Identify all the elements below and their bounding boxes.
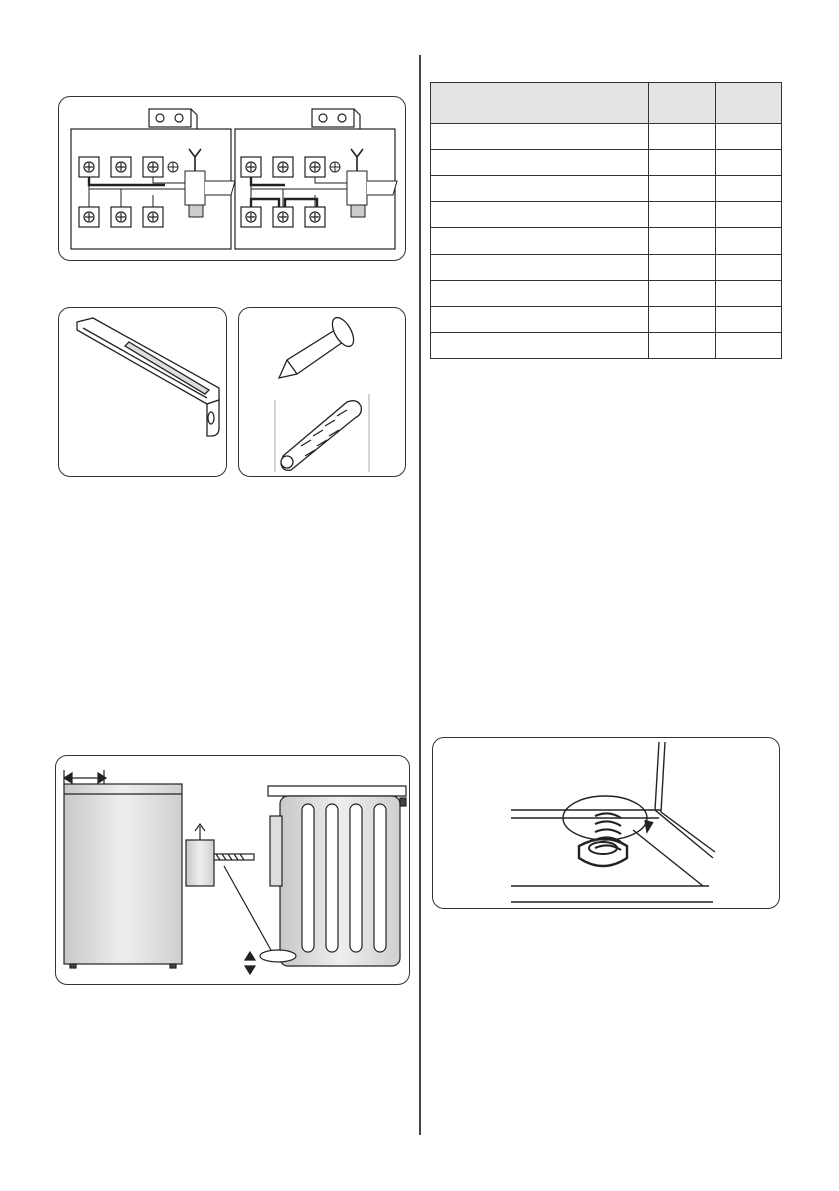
table-row [431,332,782,358]
leveling-foot-drawing [433,738,780,909]
table-cell [716,150,782,176]
table-header-cell [431,83,649,124]
table-cell [649,150,716,176]
table-header-row [431,83,782,124]
table-cell [716,280,782,306]
terminal-block-right [241,149,397,227]
terminal-diagram [59,97,406,261]
bracket-panel [58,307,227,477]
table-row [431,306,782,332]
column-divider [419,55,421,1135]
table-cell [716,332,782,358]
table-cell [649,306,716,332]
table-header-cell [649,83,716,124]
leveling-foot-panel [432,737,780,909]
table-cell [649,280,716,306]
spec-table [430,82,782,359]
terminal-diagram-panel [58,96,406,261]
table-cell [649,254,716,280]
table-row [431,280,782,306]
table-cell [649,332,716,358]
table-row [431,254,782,280]
table-cell [431,306,649,332]
table-cell [649,202,716,228]
screw-and-plug-drawing [239,308,406,477]
table-cell [431,176,649,202]
table-cell [716,254,782,280]
table-row [431,124,782,150]
table-cell [431,202,649,228]
table-cell [649,228,716,254]
table-cell [716,176,782,202]
table-cell [649,124,716,150]
table-cell [716,228,782,254]
installation-drawing [56,756,410,985]
table-cell [649,176,716,202]
screws-panel [238,307,406,477]
installation-panel [55,755,410,985]
table-cell [431,228,649,254]
table-header-cell [716,83,782,124]
table-row [431,202,782,228]
table-row [431,150,782,176]
table-row [431,176,782,202]
table-row [431,228,782,254]
table-cell [716,202,782,228]
table-cell [716,124,782,150]
table-cell [431,254,649,280]
table-cell [431,150,649,176]
mounting-bracket-drawing [59,308,227,477]
table-cell [716,306,782,332]
table-cell [431,280,649,306]
table-cell [431,124,649,150]
table-cell [431,332,649,358]
terminal-block-left [79,149,235,227]
